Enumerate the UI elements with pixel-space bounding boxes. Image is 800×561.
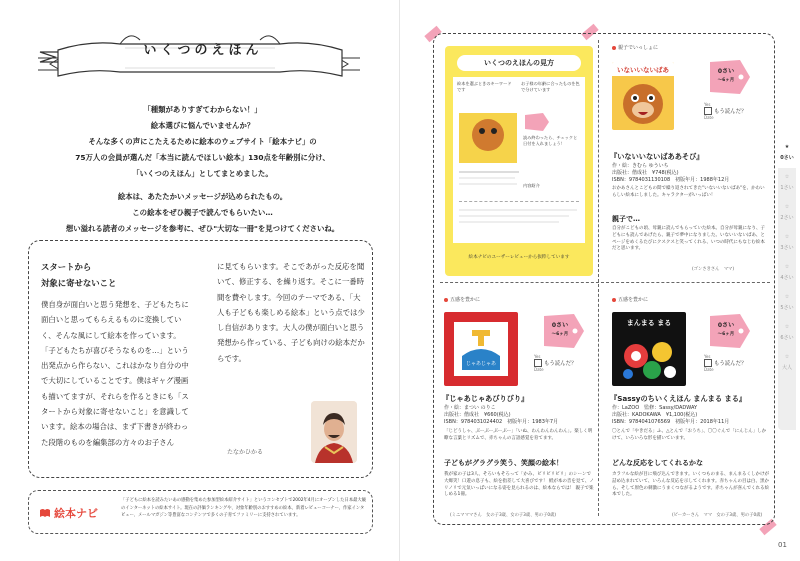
review-signature: (ビーカーさん ママ 女の子3歳、男の子0歳) <box>672 513 763 518</box>
book-description: おかあさんとこどもの間で繰り返されてきた"いないいないばあ"を、かわいらしい絵本にしました。キャラクターがいっぱい！ <box>612 186 765 198</box>
review-heading: 子どもがグラグラ笑う、笑顔の絵本！ <box>444 459 563 467</box>
read-checkbox[interactable]: Yes もう読んだ？ Date <box>704 102 747 120</box>
review-text: 自分がこどもの頃、母親に読んでもらっていた絵本。自分が母親になり、子どもにも読んであげたら、親子で夢中になりました。いないいないばあ、とページをめくるたびにクスクスと笑ってくれる、いつの時代にもなじむ絵本だと思います。 <box>612 226 765 252</box>
author-name: たなかひかる <box>227 449 264 456</box>
sidebar-item-4[interactable]: ☆ 4さい <box>780 264 794 281</box>
intro-line: この絵本をぜひ親子で読んでもらいたい… <box>132 208 273 217</box>
page-title: いくつのえほん <box>143 43 263 58</box>
guide-sample-card <box>453 77 585 243</box>
review-signature: (ゴンさきさん ママ) <box>692 267 735 272</box>
guide-title: いくつのえほんの見方 <box>457 55 581 71</box>
book-title: 『Sassyのちいくえほん まんまる まる』 <box>610 394 747 403</box>
sidebar-item-6[interactable]: ☆ 6さい <box>780 324 794 341</box>
ehonnavi-logo: 絵本ナビ <box>39 505 98 521</box>
message-column-1 <box>41 259 191 450</box>
intro-line: そんな多くの声にこたえるために絵本のウェブサイト「絵本ナビ」の <box>88 137 317 146</box>
ehonnavi-description: 「子どもに絵本を読みたいあの感動を集めた参加型絵本紹介サイト」というコンセプトで2002年4月にオープンした日本最大級のインターネットの絵本サイト。現在の評価ランキングや、対象年齢別のおすすめの絵本、新着レビューコーナー、作家インタビュー、メールマガジン等豊富なコンテンツで多くの子育てファミリーに支持されています。 <box>121 498 367 518</box>
star-icon: ☆ <box>784 354 790 360</box>
guide-callout: 絵本を選ぶときのキーワードです <box>457 81 512 92</box>
intro-line: 「いくつのえほん」としてまとめました。 <box>132 169 273 178</box>
message-body-1: 僕自身が面白いと思う発想を、子どもたちに面白いと思ってもらえるものに変換していく、そんな風にして絵本を作っています。「子どもたちが喜びそうなものを…」という出発点から作らない、これはかなり自分の中で大切にしていることです。僕はギャグ漫画も描いてますが、それらを作るときにも「スタートから対象に寄せないこと」を意識しています。絵本の場合は、まず下書きが終わった段階のものを編集部の方々のお子さん <box>41 300 189 447</box>
star-icon: ☆ <box>784 294 790 300</box>
book-meta: 作：LaZOO 監修：Sassy/DADWAY 出版社：KADOKAWA ¥1,100(税込) ISBN：9784041076569 初版年月：2018年11月 <box>612 405 730 426</box>
intro-line: 75万人の会員が選んだ「本当に読んでほしい絵本」130点を年齢別に分け、 <box>75 153 330 162</box>
book-description: 「じどうしゃ、ぶーぶーぶーぶー」「いぬ、わんわんわんわん」。楽しく明瞭な言葉とリズムで、赤ちゃんの言語感覚を育てます。 <box>444 429 593 441</box>
review-heading: どんな反応をしてくれるかな <box>612 459 703 467</box>
sidebar-item-5[interactable]: ☆ 5さい <box>780 294 794 311</box>
sidebar-item-2[interactable]: ☆ 2さい <box>780 204 794 221</box>
review-text: カラフルな絵が目に飛び込んできます。いくつものまる、まんまるくしかけが詰め込まれていて、いろんな反応を示してくれます。赤ちゃんの目は白、黒から、そして原色の刺激にうまくつながるようです。赤ちゃんが喜んでくれる絵本でした。 <box>612 472 770 498</box>
sidebar-item-3[interactable]: ☆ 3さい <box>780 234 794 251</box>
right-page <box>400 0 800 561</box>
book-title: 『じゃあじゃあびりびり』 <box>442 394 529 403</box>
book-meta: 作・絵：きむら ゆういち 出版社：偕成社 ¥748(税込) ISBN：9784031130108 初版年月：1988年12月 <box>612 163 730 184</box>
read-checkbox[interactable]: Yes もう読んだ？ Date <box>534 354 577 372</box>
guide-age-tag-icon <box>523 111 551 133</box>
sidebar-item-7[interactable]: ☆ 大人 <box>781 354 792 371</box>
guide-callout: お子様の年齢に合ったものを色で分けています <box>521 81 580 92</box>
book-cover-inainaibaa <box>612 62 674 130</box>
star-icon: ★ <box>784 144 790 150</box>
guide-callout: 読み終わったら、チェックと日付を入れましょう！ <box>523 135 578 146</box>
read-checkbox[interactable]: Yes もう読んだ？ Date <box>704 354 747 372</box>
star-icon: ☆ <box>784 264 790 270</box>
sidebar-item-1[interactable]: ☆ 1さい <box>780 174 794 191</box>
book-cover-manmaru <box>612 312 686 386</box>
star-icon: ☆ <box>784 234 790 240</box>
column-divider <box>598 40 599 516</box>
svg-text:まんまる まる: まんまる まる <box>626 319 672 327</box>
svg-text:いないいないばあ: いないいないばあ <box>617 66 669 74</box>
book-meta: 作・絵：まつい のりこ 出版社：偕成社 ¥660(税込) ISBN：9784031024402 初版年月：1983年7月 <box>444 405 559 426</box>
book-logo-icon <box>39 507 51 519</box>
intro-line: 絵本選びに悩んでいませんか？ <box>150 121 255 130</box>
message-body-2: に見てもらいます。そこであがった反応を聞いて、修正する、を繰り返す。そこに一番時間を費やします。今回のテーマである、「大人も子どもも楽しめる絵本」という点では少し自信があります。大人の僕が面白いと思う発想から作っている、子ども向けの絵本だからです。 <box>217 262 365 363</box>
age-label: 0さい 〜6ヶ月 <box>551 322 569 337</box>
book-description: 〇とんで「やきだる」ふ、△とんで「おうち」、〇〇ぐんで「にんじん」しかけて、いろいろな形を描いています。 <box>612 429 767 441</box>
age-label: 0さい 〜6ヶ月 <box>717 68 735 83</box>
star-icon: ☆ <box>784 174 790 180</box>
ehonnavi-footer <box>28 490 373 534</box>
book-tag: 五感を豊かに <box>612 296 648 303</box>
age-label: 0さい 〜6ヶ月 <box>717 322 735 337</box>
author-message-box <box>28 240 373 478</box>
age-index-sidebar <box>778 140 796 430</box>
row-divider <box>440 282 770 283</box>
message-column-2 <box>217 259 367 366</box>
review-signature: (ミニマママさん 女の子3歳、女の子3歳、男の子0歳) <box>450 513 557 518</box>
guide-footer: 絵本ナビのユーザーレビューから抜粋しています <box>468 255 570 260</box>
intro-line: 想い溢れる読者のメッセージを参考に、ぜひ"大切な一冊"を見つけてくださいね。 <box>65 224 340 233</box>
page-number: 01 <box>778 541 787 549</box>
intro-line: 「種類がありすぎてわからない！」 <box>143 105 262 114</box>
star-icon: ☆ <box>784 324 790 330</box>
book-title: 『いないいないばああそび』 <box>610 152 704 161</box>
svg-text:じゃあじゃあ: じゃあじゃあ <box>465 361 497 367</box>
how-to-read-guide <box>445 46 593 276</box>
intro-line: 絵本は、あたたかいメッセージが込められたもの。 <box>117 192 288 201</box>
sidebar-item-0[interactable]: ★ 0さい <box>778 140 796 168</box>
review-text: 我が家の子は3人、そろいもそろって「かみ、ビリビリビリ」のシーンで大爆笑！口遊の息子も、絵を指差して大喜びです！ 紙が本の音を見て、ノリノリで元気いっぱいになる姿を見られるのは、絵本ならでは！ 親子で楽しめる1冊。 <box>444 472 594 498</box>
author-portrait <box>311 401 357 463</box>
book-tag: 五感を豊かに <box>444 296 480 303</box>
star-icon: ☆ <box>784 204 790 210</box>
guide-sample-cover <box>459 103 517 163</box>
book-tag: 親子でいっしょに <box>612 44 658 51</box>
review-heading: 親子で… <box>612 215 640 223</box>
book-cover-jaajaa <box>444 312 518 386</box>
guide-callout: 内容紹介 <box>523 183 540 188</box>
intro-text <box>30 102 375 237</box>
message-heading: スタートから 対象に寄せないこと <box>41 262 117 288</box>
